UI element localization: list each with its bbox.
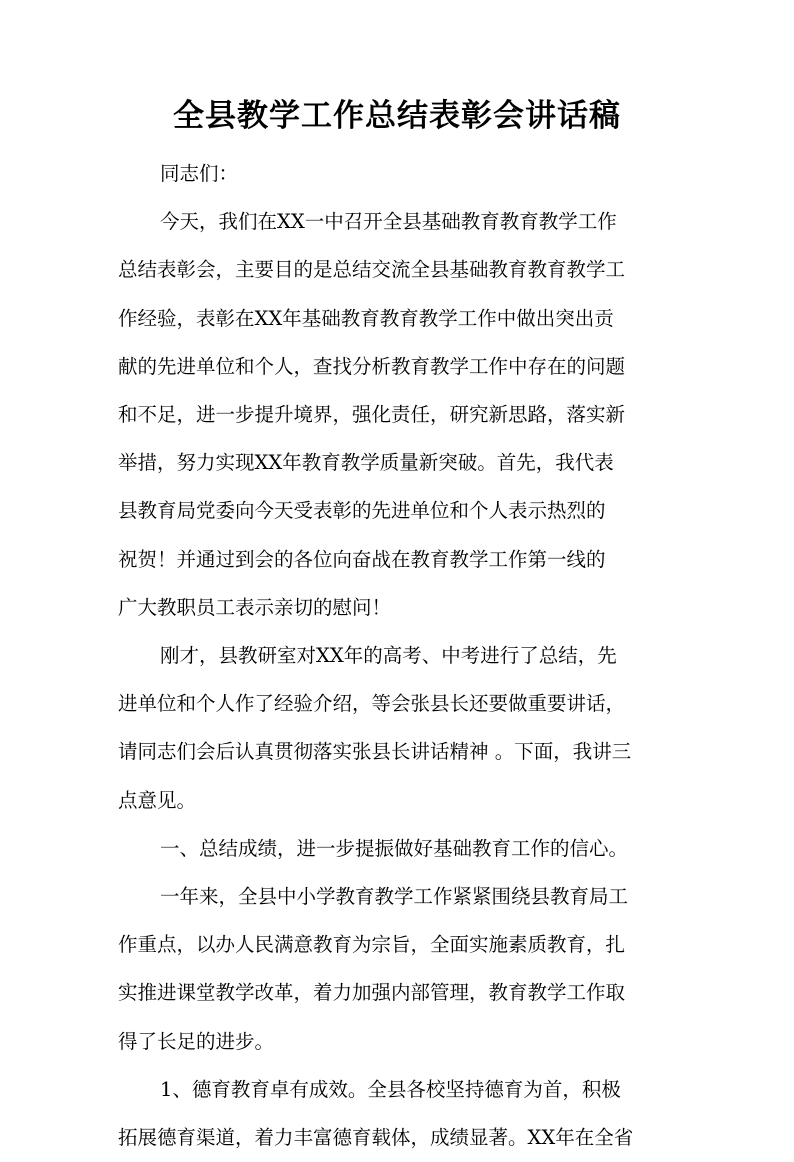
paragraph-5 [118,1066,686,1162]
paragraph-line: 今天，我们在XX一中召开全县基础教育教育教学工作 [160,210,617,234]
paragraph-line: 得了长足的进步。 [118,1029,275,1053]
document-body [118,150,686,1162]
paragraph-line: 作经验，表彰在XX年基础教育教育教学工作中做出突出贡 [118,306,614,330]
paragraph-3-heading [118,825,686,873]
paragraph-line: 一年来，全县中小学教育教学工作紧紧围绕县教育局工 [160,885,629,909]
paragraph-line: 1、德育教育卓有成效。全县各校坚持德育为首，积极 [160,1077,621,1101]
paragraph-line: 作重点，以办人民满意教育为宗旨，全面实施素质教育，扎 [118,933,626,957]
paragraph-line: 和不足，进一步提升境界，强化责任，研究新思路，落实新 [118,403,626,427]
paragraph-line: 广大教职员工表示亲切的慰问！ [118,595,392,619]
paragraph-line: 刚才，县教研室对XX年的高考、中考进行了总结，先 [160,644,617,668]
paragraph-line: 点意见。 [118,788,197,812]
paragraph-4 [118,873,686,1066]
paragraph-2 [118,632,686,825]
paragraph-line: 祝贺！并通过到会的各位向奋战在教育教学工作第一线的 [118,547,606,571]
greeting-line: 同志们： [160,162,239,185]
paragraph-1 [118,198,686,632]
paragraph-line: 拓展德育渠道，着力丰富德育载体，成绩显著。XX年在全省 [118,1126,634,1150]
paragraph-line: 总结表彰会，主要目的是总结交流全县基础教育教育教学工 [118,258,626,282]
greeting-paragraph [118,150,686,198]
paragraph-line: 进单位和个人作了经验介绍，等会张县长还要做重要讲话， [118,692,626,716]
document-title: 全县教学工作总结表彰会讲话稿 [173,98,621,134]
paragraph-line: 实推进课堂教学改革，着力加强内部管理，教育教学工作取 [118,981,626,1005]
paragraph-line: 举措，努力实现XX年教育教学质量新突破。首先，我代表 [118,451,614,475]
paragraph-line: 献的先进单位和个人，查找分析教育教学工作中存在的问题 [118,354,626,378]
paragraph-line: 县教育局党委向今天受表彰的先进单位和个人表示热烈的 [118,499,606,523]
section-heading: 一、总结成绩，进一步提振做好基础教育工作的信心。 [160,836,629,860]
paragraph-line: 请同志们会后认真贯彻落实张县长讲话精神 。下面，我讲三 [118,740,632,764]
